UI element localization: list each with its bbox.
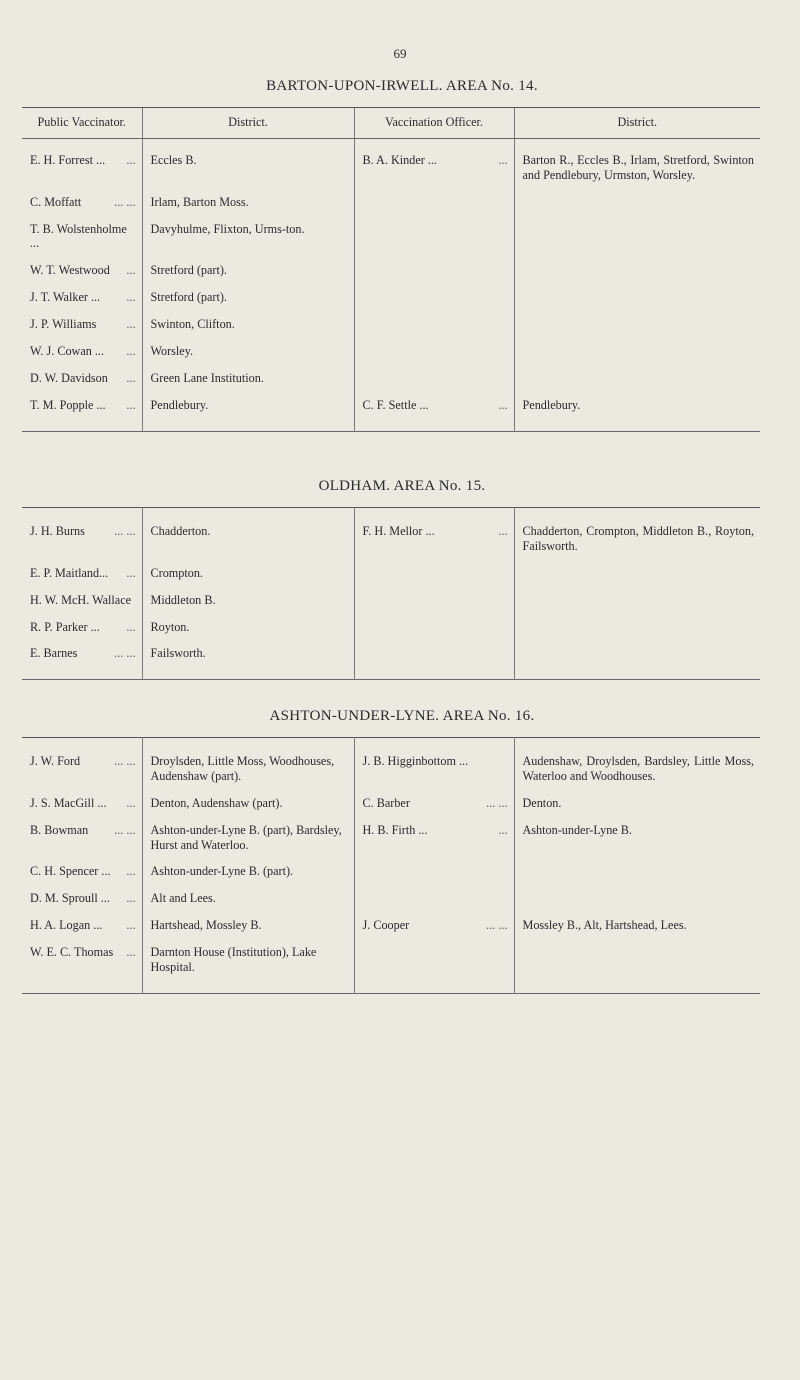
table-row <box>22 286 760 313</box>
vaccinator-name: H. A. Logan ... <box>30 918 103 933</box>
district-cell: Hartshead, Mossley B. <box>142 914 354 941</box>
table-row <box>22 914 760 941</box>
vaccination-officer-cell <box>354 394 514 431</box>
officer-district-cell: Barton R., Eccles B., Irlam, Stretford, Swinton and Pendlebury, Urmston, Worsley. <box>514 138 760 190</box>
public-vaccinator-cell <box>22 191 142 218</box>
officer-name: B. A. Kinder ... <box>362 152 437 167</box>
vaccination-officer-cell <box>354 508 514 562</box>
leader-dots: ... <box>498 397 508 412</box>
officer-district-cell <box>514 340 760 367</box>
section-oldham <box>22 478 782 680</box>
table-row <box>22 792 760 819</box>
public-vaccinator-cell <box>22 914 142 941</box>
officer-district-cell: Denton. <box>514 792 760 819</box>
section-title: OLDHAM. AREA No. 15. <box>318 478 486 494</box>
vaccinator-name: D. W. Davidson <box>30 370 108 385</box>
public-vaccinator-cell <box>22 286 142 313</box>
vaccination-officer-cell <box>354 340 514 367</box>
vaccination-officer-cell <box>354 313 514 340</box>
table-row <box>22 138 760 190</box>
table-row <box>22 367 760 394</box>
district-cell: Royton. <box>142 616 354 643</box>
officer-district-cell: Pendlebury. <box>514 394 760 431</box>
section-title: ASHTON-UNDER-LYNE. AREA No. 16. <box>269 708 535 724</box>
officer-district-cell: Chadderton, Crompton, Middleton B., Royton, Failsworth. <box>514 508 760 562</box>
table-row <box>22 941 760 993</box>
leader-dots: ... <box>126 619 136 634</box>
vaccination-officer-cell <box>354 887 514 914</box>
officer-name: J. B. Higginbottom ... <box>362 754 469 768</box>
district-cell: Ashton-under-Lyne B. (part), Bardsley, Hurst and Waterloo. <box>142 819 354 861</box>
district-cell: Darnton House (Institution), Lake Hospital. <box>142 941 354 993</box>
leader-dots: ... <box>126 152 136 167</box>
public-vaccinator-cell <box>22 218 142 260</box>
vaccinator-name: W. E. C. Thomas <box>30 945 114 959</box>
officer-name: J. Cooper <box>362 918 410 933</box>
vaccinator-name: R. P. Parker ... <box>30 619 100 634</box>
public-vaccinator-cell <box>22 340 142 367</box>
district-cell: Crompton. <box>142 562 354 589</box>
vaccination-officer-cell <box>354 259 514 286</box>
district-cell: Eccles B. <box>142 138 354 190</box>
leader-dots: ... ... <box>114 822 136 837</box>
district-cell: Denton, Audenshaw (part). <box>142 792 354 819</box>
column-header-public-vaccinator: Public Vaccinator. <box>22 108 142 139</box>
table-row <box>22 218 760 260</box>
column-header-vaccination-officer: Vaccination Officer. <box>354 108 514 139</box>
leader-dots: ... <box>126 343 136 358</box>
public-vaccinator-cell <box>22 508 142 562</box>
leader-dots: ... <box>126 317 136 331</box>
table-row <box>22 860 760 887</box>
officer-district-cell: Mossley B., Alt, Hartshead, Lees. <box>514 914 760 941</box>
district-cell: Green Lane Institution. <box>142 367 354 394</box>
vaccination-officer-cell <box>354 367 514 394</box>
table-row <box>22 191 760 218</box>
table-row <box>22 508 760 562</box>
vaccinator-name: E. H. Forrest ... <box>30 152 106 167</box>
officer-district-cell <box>514 313 760 340</box>
leader-dots: ... <box>126 290 136 305</box>
vaccinator-name: T. M. Popple ... <box>30 397 106 412</box>
public-vaccinator-cell <box>22 792 142 819</box>
vaccinator-name: J. W. Ford <box>30 754 81 768</box>
leader-dots: ... <box>126 565 136 580</box>
table-row <box>22 394 760 431</box>
public-vaccinator-cell <box>22 819 142 861</box>
leader-dots: ... ... <box>114 646 136 661</box>
leader-dots: ... <box>126 945 136 959</box>
vaccination-officer-cell <box>354 562 514 589</box>
table-row <box>22 642 760 679</box>
officer-district-cell <box>514 259 760 286</box>
leader-dots: ... ... <box>114 754 136 768</box>
officer-district-cell: Audenshaw, Droylsden, Bardsley, Little Moss, Waterloo and Woodhouses. <box>514 738 760 792</box>
officer-district-cell <box>514 562 760 589</box>
vaccinator-table <box>22 107 760 432</box>
public-vaccinator-cell <box>22 589 142 616</box>
district-cell: Ashton-under-Lyne B. (part). <box>142 860 354 887</box>
table-row <box>22 340 760 367</box>
public-vaccinator-cell <box>22 738 142 792</box>
vaccinator-name: C. H. Spencer ... <box>30 864 111 879</box>
officer-district-cell <box>514 367 760 394</box>
vaccinator-name: W. J. Cowan ... <box>30 343 105 358</box>
leader-dots: ... <box>498 822 508 837</box>
officer-district-cell <box>514 860 760 887</box>
vaccinator-name: E. P. Maitland... <box>30 565 109 580</box>
table-row <box>22 887 760 914</box>
public-vaccinator-cell <box>22 313 142 340</box>
district-cell: Pendlebury. <box>142 394 354 431</box>
vaccinator-name: W. T. Westwood <box>30 263 110 278</box>
vaccinator-table <box>22 737 760 994</box>
public-vaccinator-cell <box>22 367 142 394</box>
officer-name: C. Barber <box>362 795 410 810</box>
vaccination-officer-cell <box>354 860 514 887</box>
officer-district-cell <box>514 642 760 679</box>
table-row <box>22 738 760 792</box>
vaccination-officer-cell <box>354 792 514 819</box>
leader-dots: ... ... <box>114 524 136 538</box>
district-cell: Stretford (part). <box>142 259 354 286</box>
leader-dots: ... ... <box>486 795 508 810</box>
district-cell: Droylsden, Little Moss, Woodhouses, Audenshaw (part). <box>142 738 354 792</box>
officer-district-cell <box>514 191 760 218</box>
district-cell: Davyhulme, Flixton, Urms-ton. <box>142 218 354 260</box>
vaccinator-name: J. S. MacGill ... <box>30 795 107 810</box>
officer-district-cell: Ashton-under-Lyne B. <box>514 819 760 861</box>
vaccination-officer-cell <box>354 914 514 941</box>
leader-dots: ... ... <box>486 918 508 933</box>
public-vaccinator-cell <box>22 138 142 190</box>
leader-dots: ... <box>126 263 136 278</box>
officer-district-cell <box>514 616 760 643</box>
vaccination-officer-cell <box>354 286 514 313</box>
vaccination-officer-cell <box>354 138 514 190</box>
officer-district-cell <box>514 589 760 616</box>
officer-name: C. F. Settle ... <box>362 397 429 412</box>
district-cell: Alt and Lees. <box>142 887 354 914</box>
public-vaccinator-cell <box>22 642 142 679</box>
section-ashton <box>22 708 782 994</box>
vaccinator-name: D. M. Sproull ... <box>30 891 110 906</box>
section-barton <box>22 78 782 432</box>
officer-district-cell <box>514 218 760 260</box>
vaccination-officer-cell <box>354 218 514 260</box>
district-cell: Swinton, Clifton. <box>142 313 354 340</box>
officer-name: H. B. Firth ... <box>362 822 428 837</box>
leader-dots: ... <box>126 918 136 933</box>
table-row <box>22 259 760 286</box>
officer-district-cell <box>514 887 760 914</box>
vaccination-officer-cell <box>354 819 514 861</box>
vaccination-officer-cell <box>354 738 514 792</box>
vaccinator-name: B. Bowman <box>30 822 89 837</box>
officer-district-cell <box>514 941 760 993</box>
vaccinator-name: H. W. McH. Wallace <box>30 592 132 607</box>
vaccination-officer-cell <box>354 642 514 679</box>
public-vaccinator-cell <box>22 394 142 431</box>
leader-dots: ... <box>126 864 136 879</box>
district-cell: Stretford (part). <box>142 286 354 313</box>
vaccination-officer-cell <box>354 941 514 993</box>
section-title: BARTON-UPON-IRWELL. AREA No. 14. <box>266 78 538 94</box>
vaccinator-name: J. T. Walker ... <box>30 290 101 305</box>
leader-dots: ... <box>498 524 508 538</box>
public-vaccinator-cell <box>22 616 142 643</box>
vaccinator-name: J. H. Burns <box>30 524 85 538</box>
district-cell: Middleton B. <box>142 589 354 616</box>
table-row <box>22 562 760 589</box>
table-row <box>22 589 760 616</box>
vaccinator-name: J. P. Williams <box>30 317 97 331</box>
district-cell: Worsley. <box>142 340 354 367</box>
vaccinator-name: C. Moffatt <box>30 194 82 209</box>
vaccination-officer-cell <box>354 616 514 643</box>
leader-dots: ... <box>126 891 136 906</box>
table-row <box>22 616 760 643</box>
public-vaccinator-cell <box>22 860 142 887</box>
leader-dots: ... ... <box>114 194 136 209</box>
leader-dots: ... <box>498 152 508 167</box>
officer-district-cell <box>514 286 760 313</box>
district-cell: Irlam, Barton Moss. <box>142 191 354 218</box>
column-header-district: District. <box>142 108 354 139</box>
leader-dots: ... <box>126 370 136 385</box>
vaccination-officer-cell <box>354 589 514 616</box>
public-vaccinator-cell <box>22 941 142 993</box>
district-cell: Failsworth. <box>142 642 354 679</box>
leader-dots: ... <box>126 795 136 810</box>
vaccinator-name: E. Barnes <box>30 646 78 661</box>
officer-name: F. H. Mellor ... <box>362 524 435 538</box>
public-vaccinator-cell <box>22 562 142 589</box>
page-number: 69 <box>393 46 407 61</box>
table-row <box>22 819 760 861</box>
leader-dots: ... <box>126 397 136 412</box>
public-vaccinator-cell <box>22 259 142 286</box>
district-cell: Chadderton. <box>142 508 354 562</box>
public-vaccinator-cell <box>22 887 142 914</box>
vaccination-officer-cell <box>354 191 514 218</box>
table-row <box>22 313 760 340</box>
vaccinator-table <box>22 507 760 680</box>
column-header-officer-district: District. <box>514 108 760 139</box>
vaccinator-name: T. B. Wolstenholme ... <box>30 221 127 251</box>
